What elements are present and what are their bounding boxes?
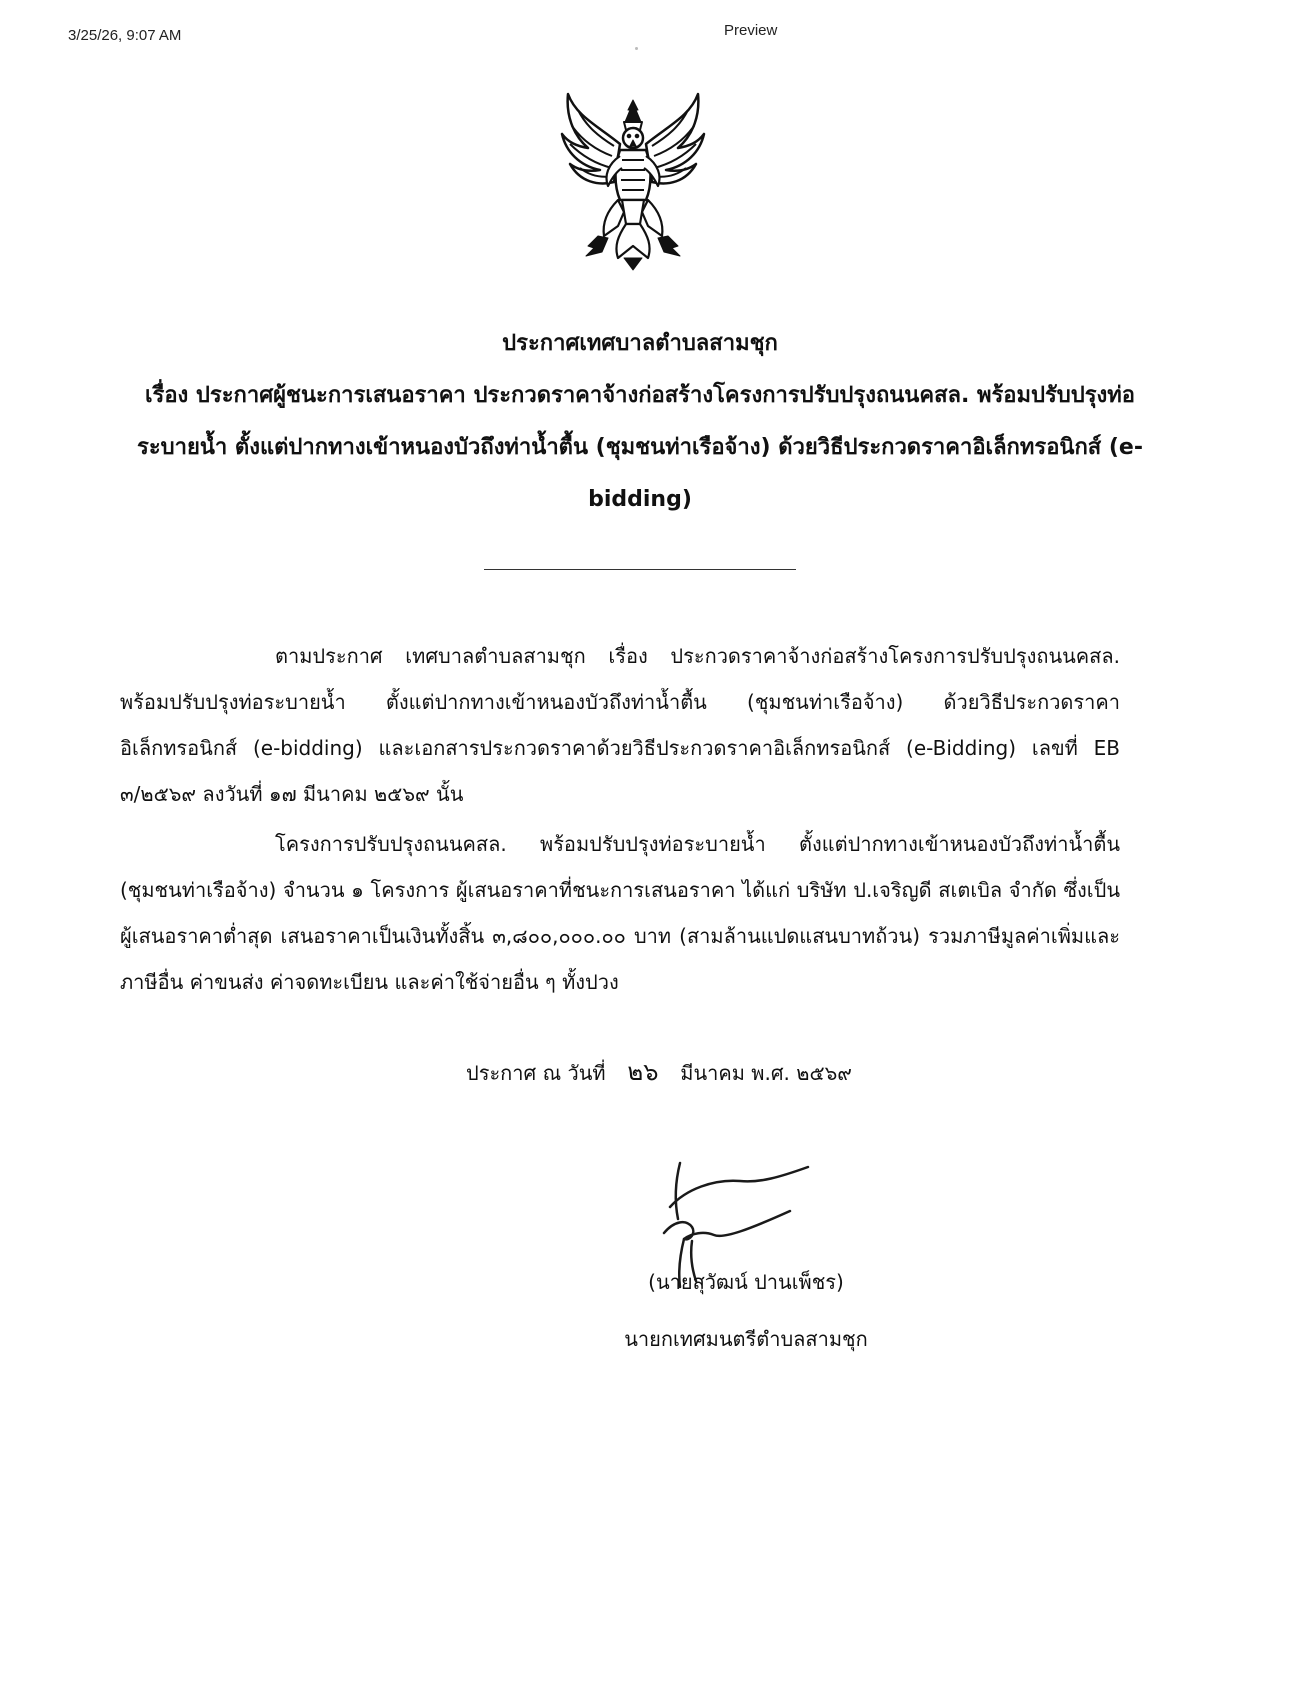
announcement-body	[120, 633, 1120, 1005]
print-header	[0, 22, 1300, 46]
announcement-date	[466, 1057, 852, 1088]
scan-speck	[635, 47, 638, 50]
signer-title: นายกเทศมนตรีตำบลสามชุก	[624, 1327, 868, 1351]
title-divider	[484, 569, 796, 570]
body-paragraph: ตามประกาศ เทศบาลตำบลสามชุก เรื่อง ประกวดราคาจ้างก่อสร้างโครงการปรับปรุงถนนคสล. พร้อมปรับปรุงท่อระบายน้ำ ตั้งแต่ปากทางเข้าหนองบัวถึงท่าน้ำตื้น (ชุมชนท่าเรือจ้าง) ด้วยวิธีประกวดราคาอิเล็กทรอนิกส์ (e-bidding) และเอกสารประกวดราคาด้วยวิธีประกวดราคาอิเล็กทรอนิกส์ (e-Bidding) เลขที่ EB ๓/๒๕๖๙ ลงวันที่ ๑๗ มีนาคม ๒๕๖๙ นั้น	[120, 644, 1120, 806]
handwritten-day: ๒๖	[627, 1058, 659, 1086]
date-suffix: มีนาคม พ.ศ. ๒๕๖๙	[680, 1061, 852, 1085]
announcement-title-block	[120, 318, 1160, 526]
announcement-subject: เรื่อง ประกาศผู้ชนะการเสนอราคา ประกวดราคาจ้างก่อสร้างโครงการปรับปรุงถนนคสล. พร้อมปรับปรุงท่อระบายน้ำ ตั้งแต่ปากทางเข้าหนองบัวถึงท่าน้ำตื้น (ชุมชนท่าเรือจ้าง) ด้วยวิธีประกวดราคาอิเล็กทรอนิกส์ (e-bidding)	[137, 383, 1143, 512]
signer-name: (นายสุวัฒน์ ปานเพ็ชร)	[648, 1270, 844, 1294]
print-app-name: Preview	[724, 22, 778, 39]
announcement-organization: ประกาศเทศบาลตำบลสามชุก	[502, 331, 778, 356]
print-timestamp: 3/25/26, 9:07 AM	[68, 27, 182, 44]
date-prefix: ประกาศ ณ วันที่	[466, 1061, 606, 1085]
garuda-emblem-icon	[558, 86, 708, 274]
body-paragraph: โครงการปรับปรุงถนนคสล. พร้อมปรับปรุงท่อระบายน้ำ ตั้งแต่ปากทางเข้าหนองบัวถึงท่าน้ำตื้น (ชุมชนท่าเรือจ้าง) จำนวน ๑ โครงการ ผู้เสนอราคาที่ชนะการเสนอราคา ได้แก่ บริษัท ป.เจริญดี สเตเบิล จำกัด ซึ่งเป็นผู้เสนอราคาต่ำสุด เสนอราคาเป็นเงินทั้งสิ้น ๓,๘๐๐,๐๐๐.๐๐ บาท (สามล้านแปดแสนบาทถ้วน) รวมภาษีมูลค่าเพิ่มและภาษีอื่น ค่าขนส่ง ค่าจดทะเบียน และค่าใช้จ่ายอื่น ๆ ทั้งปวง	[120, 832, 1120, 994]
